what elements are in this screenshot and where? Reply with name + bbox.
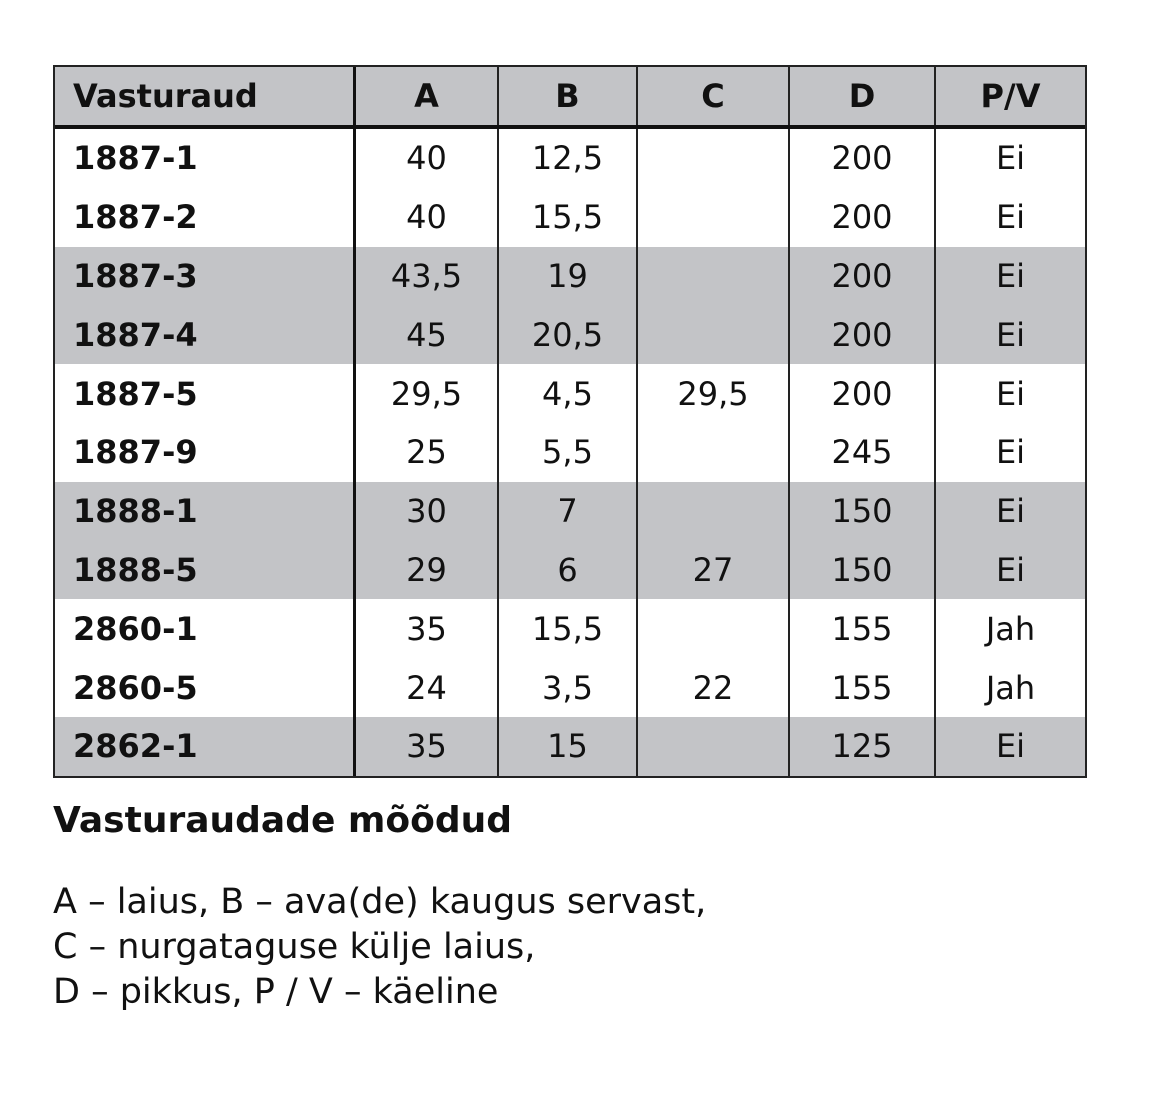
table-row [55, 658, 1085, 717]
header-b: B [499, 67, 638, 125]
cell-model: 2860-5 [55, 658, 356, 717]
cell-value: 245 [790, 423, 936, 482]
cell-value: 6 [499, 541, 638, 600]
cell-value: 43,5 [356, 247, 499, 306]
cell-value: 40 [356, 188, 499, 247]
cell-value: 29,5 [638, 364, 790, 423]
dimensions-table [53, 65, 1087, 778]
cell-value: 155 [790, 658, 936, 717]
header-a: A [356, 67, 499, 125]
table-row [55, 717, 1085, 776]
cell-value: Ei [995, 433, 1026, 472]
cell-model: 1888-1 [55, 482, 356, 541]
cell-value: 24 [356, 658, 499, 717]
cell-value: 15,5 [499, 188, 638, 247]
table-row [55, 541, 1085, 600]
table-row [55, 364, 1085, 423]
cell-value: Ei [995, 550, 1026, 589]
cell-value: Ei [995, 492, 1026, 531]
table-row [55, 188, 1085, 247]
cell-value: 22 [638, 658, 790, 717]
cell-value: Ei [995, 256, 1026, 295]
legend-line: C – nurgataguse külje laius, [53, 927, 536, 967]
cell-model: 2862-1 [55, 717, 356, 776]
cell-value: 27 [638, 541, 790, 600]
cell-value: 7 [499, 482, 638, 541]
cell-value: Ei [995, 139, 1026, 178]
cell-value [638, 482, 790, 541]
cell-value: 150 [790, 482, 936, 541]
cell-model: 1888-5 [55, 541, 356, 600]
cell-value: 200 [790, 188, 936, 247]
cell-value: 45 [356, 305, 499, 364]
cell-value: Jah [985, 609, 1036, 648]
cell-model: 1887-5 [55, 364, 356, 423]
cell-value: 19 [499, 247, 638, 306]
cell-value: 25 [356, 423, 499, 482]
cell-value: 35 [356, 717, 499, 776]
cell-value [638, 247, 790, 306]
cell-value [638, 305, 790, 364]
cell-model: 1887-9 [55, 423, 356, 482]
cell-model: 1887-2 [55, 188, 356, 247]
cell-model: 1887-3 [55, 247, 356, 306]
table-body [55, 129, 1085, 776]
cell-value: Ei [995, 198, 1026, 237]
cell-value: Jah [985, 668, 1036, 707]
table-row [55, 247, 1085, 306]
cell-value: 15,5 [499, 599, 638, 658]
cell-value: 29 [356, 541, 499, 600]
header-vasturaud: Vasturaud [55, 67, 356, 125]
cell-value: 5,5 [499, 423, 638, 482]
legend-line: D – pikkus, P / V – käeline [53, 972, 499, 1012]
header-c: C [638, 67, 790, 125]
cell-model: 1887-4 [55, 305, 356, 364]
cell-value: 15 [499, 717, 638, 776]
cell-value: 30 [356, 482, 499, 541]
cell-value [638, 599, 790, 658]
cell-value: 200 [790, 247, 936, 306]
cell-value: 155 [790, 599, 936, 658]
cell-model: 1887-1 [55, 129, 356, 188]
cell-value: 200 [790, 305, 936, 364]
cell-model: 2860-1 [55, 599, 356, 658]
cell-value: 40 [356, 129, 499, 188]
cell-value: 200 [790, 129, 936, 188]
cell-value: 3,5 [499, 658, 638, 717]
table-row [55, 129, 1085, 188]
legend [53, 880, 706, 1015]
cell-value: 35 [356, 599, 499, 658]
cell-value: Ei [995, 374, 1026, 413]
cell-value: 20,5 [499, 305, 638, 364]
table-row [55, 482, 1085, 541]
table-row [55, 423, 1085, 482]
table-header-row [55, 67, 1085, 129]
cell-value: 125 [790, 717, 936, 776]
cell-value: 4,5 [499, 364, 638, 423]
legend-line: A – laius, B – ava(de) kaugus servast, [53, 882, 707, 922]
table-row [55, 599, 1085, 658]
cell-value: 12,5 [499, 129, 638, 188]
cell-value: 150 [790, 541, 936, 600]
cell-value: 29,5 [356, 364, 499, 423]
table-row [55, 305, 1085, 364]
cell-value [638, 129, 790, 188]
header-d: D [790, 67, 936, 125]
cell-value: Ei [995, 315, 1026, 354]
cell-value [638, 717, 790, 776]
header-pv: P/V [980, 77, 1041, 115]
table-caption: Vasturaudade mõõdud [53, 800, 513, 841]
cell-value: Ei [995, 727, 1026, 766]
cell-value: 200 [790, 364, 936, 423]
cell-value [638, 188, 790, 247]
cell-value [638, 423, 790, 482]
